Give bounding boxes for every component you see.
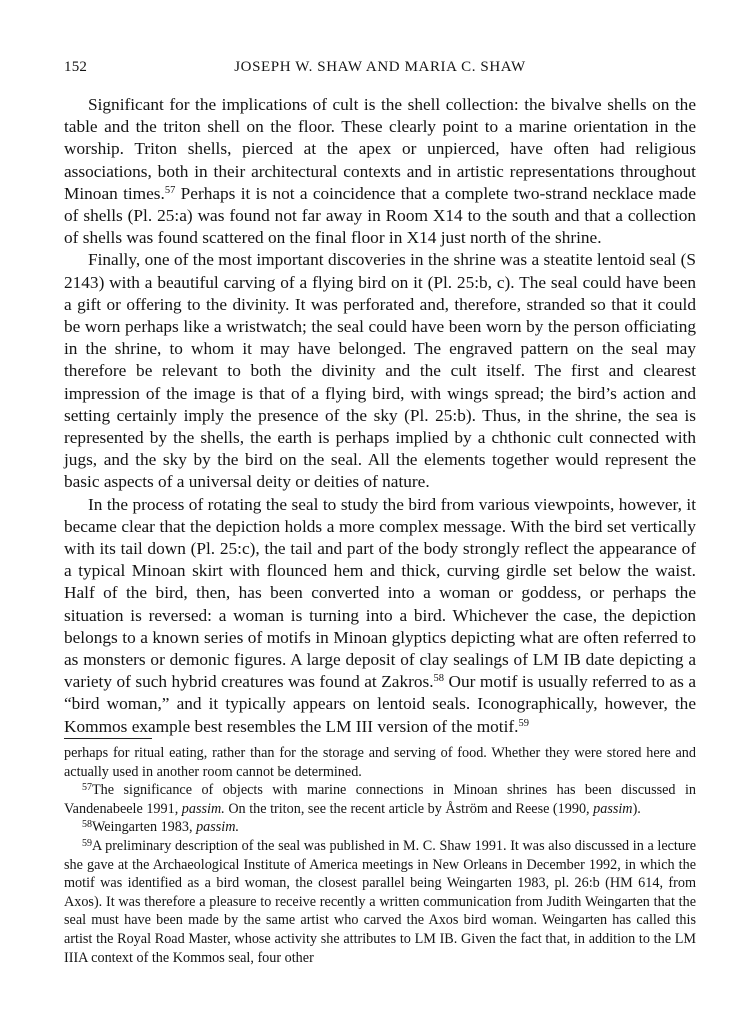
- running-title: JOSEPH W. SHAW AND MARIA C. SHAW: [234, 59, 526, 75]
- footnote-divider: [64, 738, 152, 739]
- journal-page: [64, 0, 696, 1024]
- footnote-text: perhaps for ritual eating, rather than for the storage and serving of food. Whether they were stored here and actually used in another room cannot be determined.: [64, 745, 696, 780]
- paragraph-text: Significant for the implications of cult is the shell collection: the bivalve shells on the table and the triton shell on the floor. These clearly point to a marine orientation in the worship. Triton shells, pierced at the apex or unpierced, have often had religious associations, both in their architectural contexts and in artistic representations throughout Minoan times.: [64, 95, 696, 203]
- footnote-italic: passim: [593, 800, 633, 817]
- footnote-58: [64, 818, 696, 837]
- footnote-57: [64, 781, 696, 818]
- footnote-number: 57: [82, 782, 92, 794]
- body-text: [64, 94, 696, 738]
- footnote-text: A preliminary description of the seal was published in M. C. Shaw 1991. It was also discussed in a lecture she gave at the Archaeological Institute of America meetings in New Orleans in December 1992, in which the motif was identified as a bird woman, the closest parallel being Weingarten 1983, pl. 26:b (HM 614, from Axos). It was therefore a pleasure to receive recently a written communication from Judith Weingarten that the seal must have been made by the same artist who carved the Axos bird woman. Weingarten has called this artist the Royal Road Master, whose activity she attributes to LM IB. Given the fact that, in addition to the LM IIIA context of the Kommos seal, four other: [64, 837, 696, 966]
- paragraph-shell-collection: [64, 94, 696, 249]
- footnote-italic: passim.: [196, 819, 240, 836]
- paragraph-text: Our motif is usually referred to as a “bird woman,” and it typically appears on lentoid seals. Iconographically, however, the Kommos example best resembles the LM III version of the motif.: [64, 672, 696, 736]
- footnote-italic: passim.: [181, 800, 225, 817]
- footnote-ref-57[interactable]: 57: [164, 184, 176, 196]
- footnote-continuation: [64, 744, 696, 781]
- paragraph-steatite-seal: [64, 249, 696, 493]
- footnotes: [64, 744, 696, 967]
- footnote-number: 58: [82, 819, 92, 831]
- footnote-text: ).: [632, 800, 641, 817]
- paragraph-text: In the process of rotating the seal to study the bird from various viewpoints, however, it became clear that the depiction holds a more complex message. With the bird set vertically with its tail down (Pl. 25:c), the tail and part of the body strongly reflect the appearance of a typical Minoan skirt with flounced hem and thick, curving girdle set below the waist. Half of the bird, then, has been converted into a woman or goddess, or perhaps the situation is reversed: a woman is turning into a bird. Whichever the case, the depiction belongs to a known series of motifs in Minoan glyptics depicting what are often referred to as monsters or demonic figures. A large deposit of clay sealings of LM IB date depicting a variety of such hybrid creatures was found at Zakros.: [64, 494, 696, 692]
- footnote-text: The significance of objects with marine connections in Minoan shrines has been discussed in Vandenabeele 1991,: [64, 782, 696, 817]
- running-head: [64, 59, 696, 81]
- page-number: 152: [64, 59, 88, 75]
- footnote-59: [64, 837, 696, 967]
- paragraph-bird-woman: [64, 494, 696, 738]
- footnote-number: 59: [82, 837, 92, 849]
- paragraph-text: Perhaps it is not a coincidence that a complete two-strand necklace made of shells (Pl. 25:a) was found not far away in Room X14 to the south and that a collection of shells was found scattered on the final floor in X14 just north of the shrine.: [64, 183, 696, 248]
- footnote-text: On the triton, see the recent article by Åström and Reese (1990,: [224, 800, 594, 817]
- paragraph-text: Finally, one of the most important discoveries in the shrine was a steatite lentoid seal (S 2143) with a beautiful carving of a flying bird on it (Pl. 25:b, c). The seal could have been a gift or offering to the divinity. It was perforated and, therefore, stranded so that it could be worn perhaps like a wristwatch; the seal could have been worn by the person officiating in the shrine, to whom it may have belonged. The engraved pattern on the seal may therefore be relevant to both the divinity and the cult itself. The first and clearest impression of the image is that of a flying bird, with wings spread; the bird’s action and setting certainly imply the presence of the sky (Pl. 25:b). Thus, in the shrine, the sea is represented by the shells, the earth is perhaps implied by a chthonic cult connected with jugs, and the sky by the bird on the seal. All the elements together would represent the basic aspects of a universal deity or deities of nature.: [64, 250, 696, 492]
- footnote-ref-58[interactable]: 58: [433, 673, 445, 685]
- footnote-ref-59[interactable]: 59: [518, 717, 529, 729]
- footnote-text: Weingarten 1983,: [92, 819, 197, 836]
